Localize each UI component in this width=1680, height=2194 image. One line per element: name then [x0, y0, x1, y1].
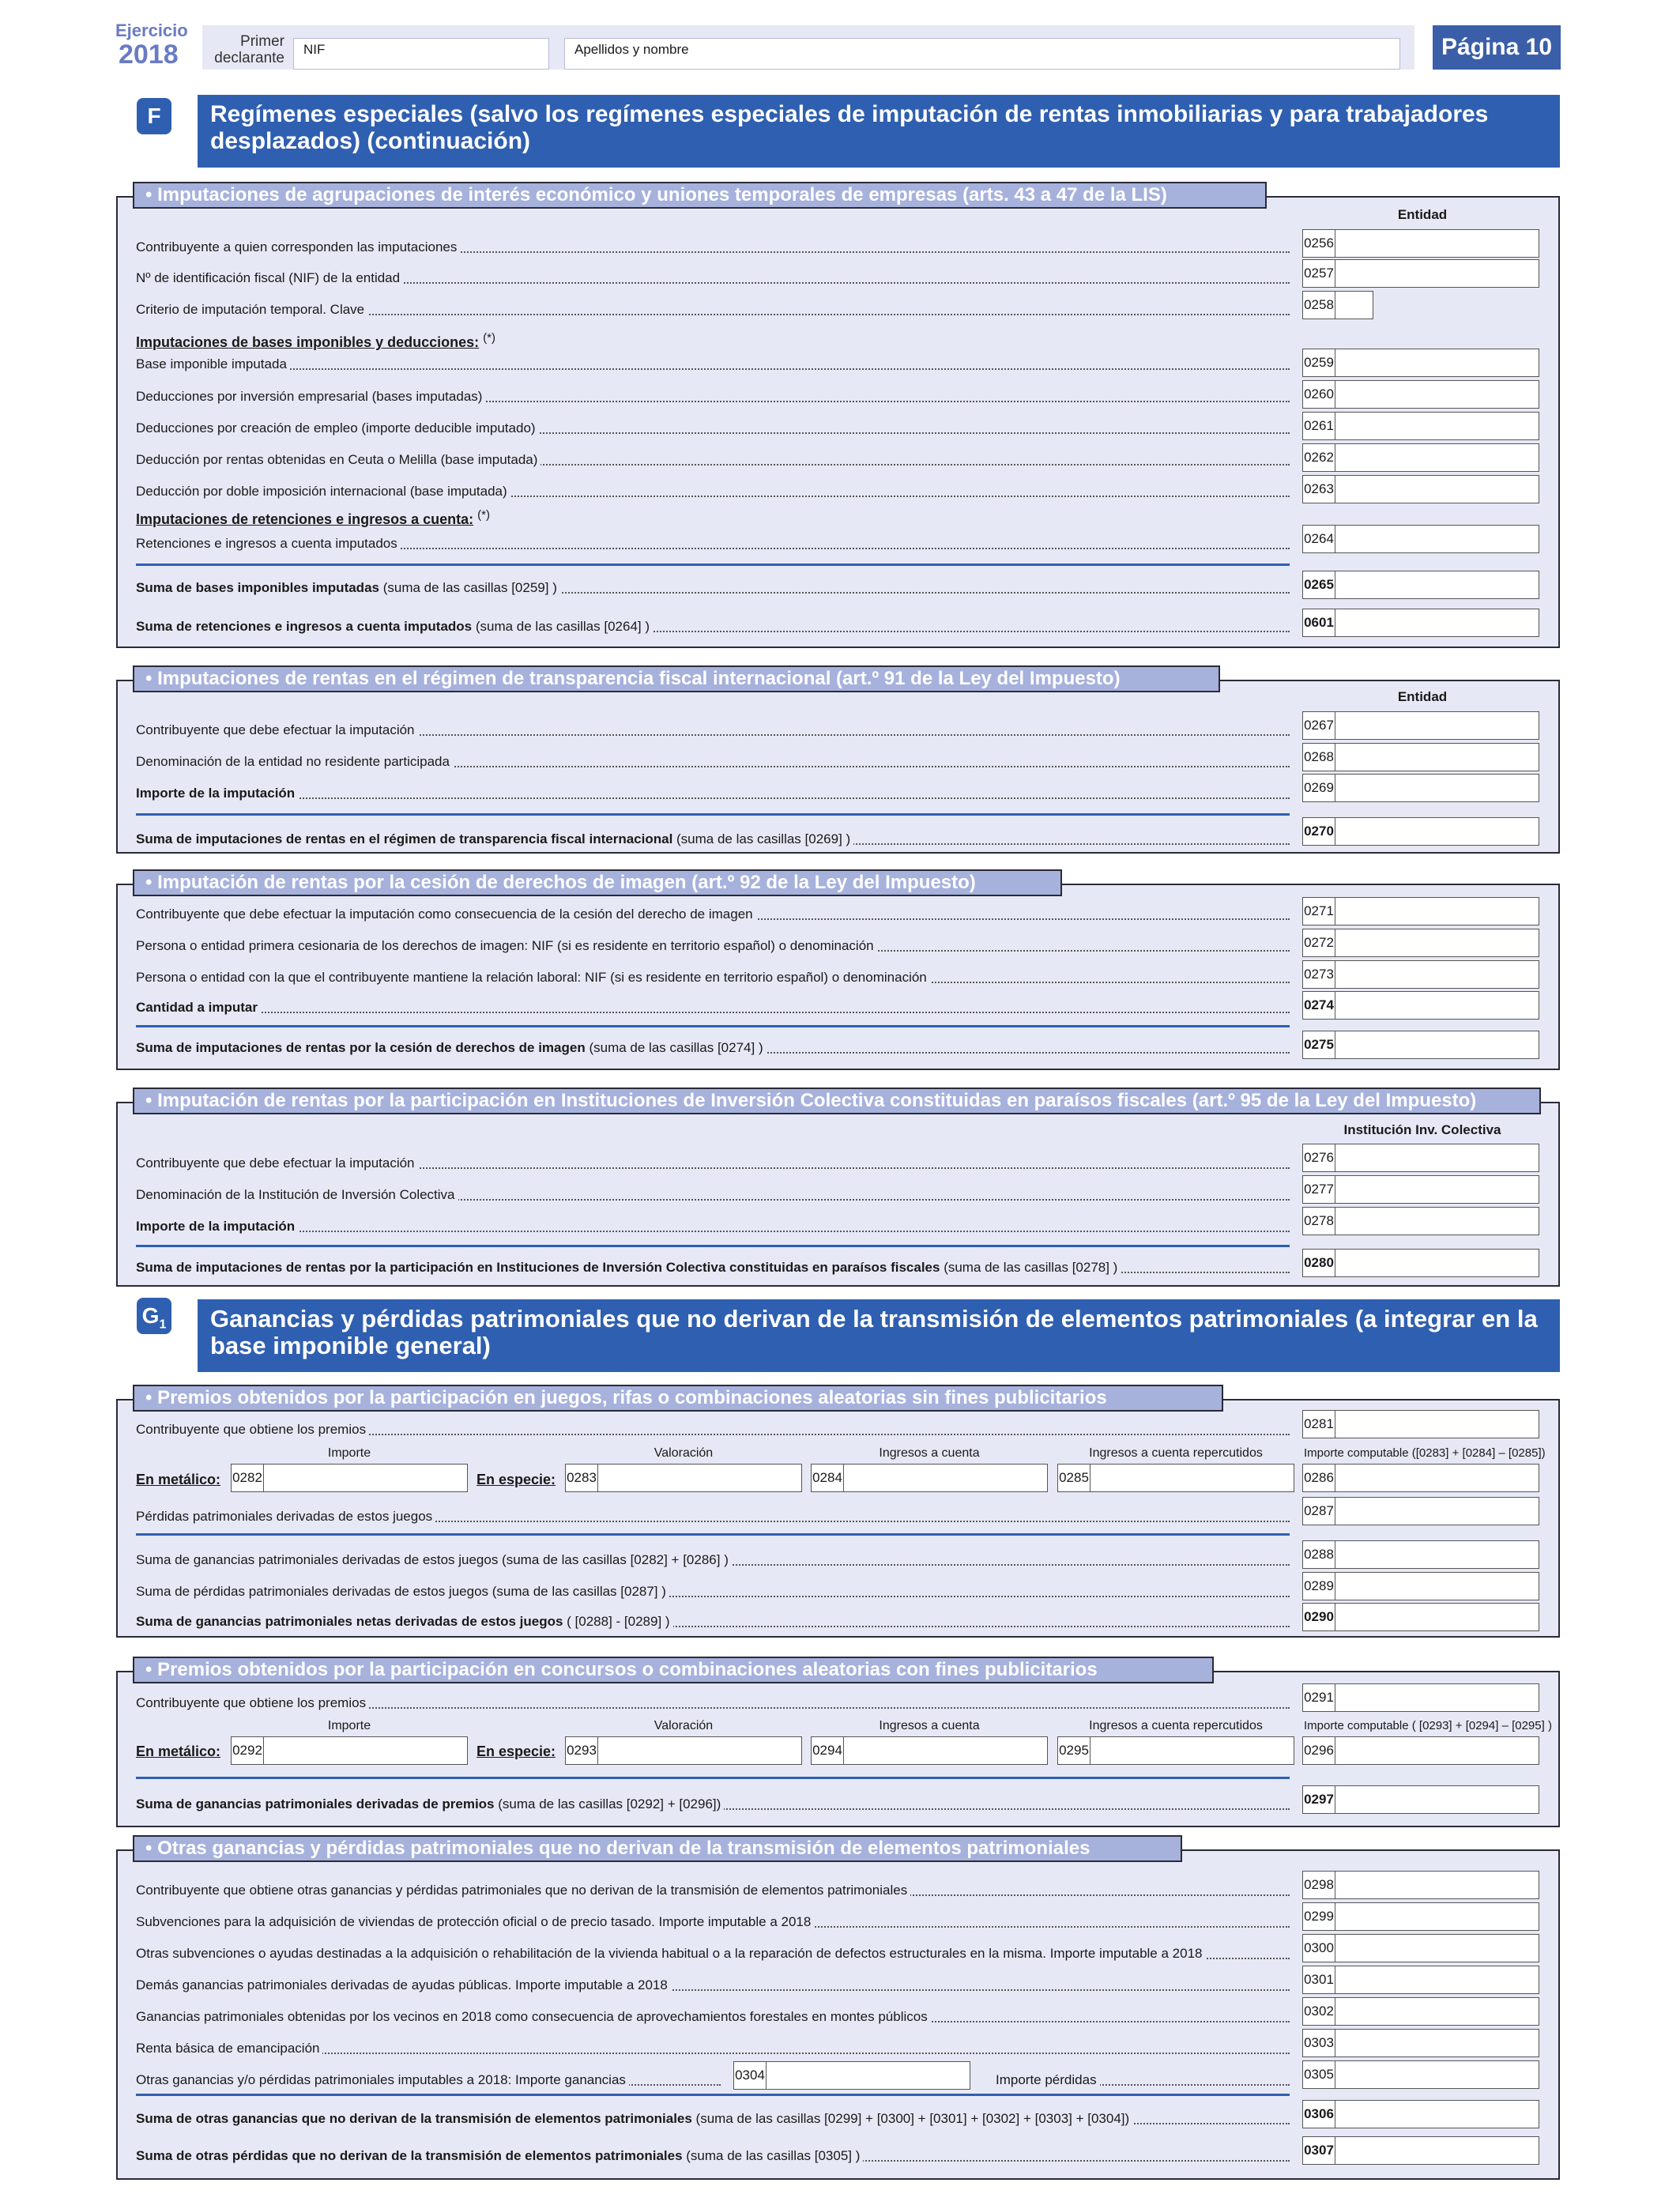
- row-label: Contribuyente a quien corresponden las imputaciones: [136, 239, 460, 254]
- code-0295: 0295: [1058, 1737, 1090, 1764]
- primer-declarante-label: [204, 33, 284, 66]
- row-label: Base imponible imputada: [136, 356, 290, 371]
- code-0258: 0258: [1303, 292, 1335, 319]
- separator: [136, 1777, 1290, 1779]
- field-0270[interactable]: [1302, 817, 1539, 846]
- row-0278: [136, 1218, 1290, 1235]
- row-0299: [136, 1913, 1290, 1931]
- field-0272[interactable]: [1302, 929, 1539, 957]
- field-0268[interactable]: [1302, 743, 1539, 771]
- sum-bold: Suma de otras pérdidas que no derivan de la transmisión de elementos patrimoniales: [136, 2148, 683, 2163]
- field-0278[interactable]: [1302, 1207, 1539, 1235]
- code-0263: 0263: [1303, 476, 1335, 503]
- section-f-title: [198, 95, 1560, 168]
- row-0256: [136, 239, 1290, 256]
- field-0290[interactable]: [1302, 1603, 1539, 1631]
- sum-bold: Suma de imputaciones de rentas por la participación en Instituciones de Inversión Colectiva constituidas en paraísos fiscales: [136, 1260, 940, 1275]
- row-label: Otras subvenciones o ayudas destinadas a la adquisición o rehabilitación de la vivienda habitual o a la reparación de defectos estructurales en la misma. Importe imputable a 2018: [136, 1946, 1205, 1961]
- row-0269: [136, 785, 1290, 802]
- field-0276[interactable]: [1302, 1144, 1539, 1172]
- row-0291: [136, 1695, 1290, 1712]
- row-label: Criterio de imputación temporal. Clave: [136, 302, 367, 317]
- code-0270: 0270: [1303, 818, 1335, 845]
- tab-otras: • Otras ganancias y pérdidas patrimoniales que no derivan de la transmisión de elementos patrimoniales: [133, 1835, 1182, 1862]
- row-0267: [136, 722, 1290, 739]
- field-0262[interactable]: [1302, 443, 1539, 472]
- code-0285: 0285: [1058, 1465, 1090, 1491]
- sum-bold: Suma de ganancias patrimoniales derivadas de premios: [136, 1796, 495, 1811]
- field-0292[interactable]: [231, 1736, 468, 1765]
- field-0273[interactable]: [1302, 960, 1539, 989]
- metalico-label: En metálico:: [136, 1744, 221, 1759]
- code-0272: 0272: [1303, 929, 1335, 956]
- sum-bold: Suma de imputaciones de rentas en el régimen de transparencia fiscal internacional: [136, 831, 673, 846]
- code-0268: 0268: [1303, 744, 1335, 771]
- h-valoracion: Valoración: [654, 1446, 714, 1460]
- tab-iic: • Imputación de rentas por la participación en Instituciones de Inversión Colectiva constituidas en paraísos fiscales (art.º 95 de la Ley del Impuesto): [133, 1088, 1541, 1114]
- row-0270: [136, 831, 1290, 848]
- row-0301: [136, 1977, 1290, 1994]
- code-0275: 0275: [1303, 1031, 1335, 1058]
- code-0264: 0264: [1303, 526, 1335, 552]
- metalico-label: En metálico:: [136, 1472, 221, 1487]
- row-0265: [136, 579, 1290, 597]
- separator: [136, 1025, 1290, 1027]
- field-0277[interactable]: [1302, 1175, 1539, 1204]
- especie-label: En especie:: [477, 1744, 556, 1759]
- row-label: Persona o entidad con la que el contribuyente mantiene la relación laboral: NIF (si es residente en territorio español) o denominación: [136, 970, 930, 985]
- row-0260: [136, 388, 1290, 405]
- row-0304: [136, 2071, 721, 2089]
- row-0264: [136, 535, 1290, 552]
- section-g1-title: [198, 1299, 1560, 1372]
- row-0274: [136, 999, 1290, 1016]
- section-f-badge: F: [137, 98, 171, 134]
- row-label: Contribuyente que obtiene los premios: [136, 1695, 369, 1710]
- code-0273: 0273: [1303, 961, 1335, 988]
- code-0307: 0307: [1303, 2137, 1335, 2164]
- code-0306: 0306: [1303, 2101, 1335, 2128]
- field-0307[interactable]: [1302, 2136, 1539, 2165]
- h-valoracion: Valoración: [654, 1719, 714, 1732]
- row-label: Deducciones por inversión empresarial (bases imputadas): [136, 389, 485, 404]
- h-computable: Importe computable ([0283] + [0284] – [0285]): [1304, 1446, 1546, 1460]
- field-0267[interactable]: [1302, 711, 1539, 740]
- code-0286: 0286: [1303, 1465, 1335, 1491]
- h-repercutidos: Ingresos a cuenta repercutidos: [1089, 1446, 1263, 1460]
- row-0300: [136, 1945, 1290, 1962]
- sum-rest: (suma de las casillas [0305] ): [682, 2148, 861, 2163]
- section-f-title-line2: desplazados) (continuación): [210, 128, 531, 154]
- separator: [136, 2094, 1290, 2096]
- row-label: Deducción por rentas obtenidas en Ceuta o Melilla (base imputada): [136, 452, 541, 467]
- field-0265[interactable]: [1302, 571, 1539, 599]
- row-0287: [136, 1508, 1290, 1525]
- field-0304[interactable]: [733, 2061, 970, 2090]
- field-0295[interactable]: [1057, 1736, 1294, 1765]
- row-label: Ganancias patrimoniales obtenidas por los vecinos en 2018 como consecuencia de aprovechamientos forestales en montes públicos: [136, 2009, 931, 2024]
- row-0297: [136, 1796, 1290, 1813]
- sub2-text: Imputaciones de retenciones e ingresos a cuenta:: [136, 511, 474, 527]
- field-0280[interactable]: [1302, 1249, 1539, 1277]
- declarante-label: declarante: [214, 50, 284, 66]
- code-0276: 0276: [1303, 1144, 1335, 1171]
- section-f-title-line1: Regímenes especiales (salvo los regímenes especiales de imputación de rentas inmobiliarias y para trabajadores: [210, 101, 1489, 127]
- row-label: Importe de la imputación: [136, 1219, 298, 1234]
- code-0297: 0297: [1303, 1786, 1335, 1813]
- especie-label: En especie:: [477, 1472, 556, 1487]
- tfi-col-header: Entidad: [1397, 689, 1448, 704]
- row-label: Persona o entidad primera cesionaria de los derechos de imagen: NIF (si es residente en territorio español) o denominación: [136, 938, 877, 953]
- field-0301[interactable]: [1302, 1966, 1539, 1994]
- code-0301: 0301: [1303, 1966, 1335, 1993]
- section-g1-title-line1: Ganancias y pérdidas patrimoniales que no derivan de la transmisión de elementos patrimoniales (a integrar en la: [210, 1305, 1538, 1333]
- row-label: Demás ganancias patrimoniales derivadas de ayudas públicas. Importe imputable a 2018: [136, 1977, 671, 1992]
- row-0289: [136, 1583, 1290, 1600]
- code-0289: 0289: [1303, 1573, 1335, 1600]
- h-importe: Importe: [327, 1719, 371, 1732]
- row-0305: [996, 2071, 1290, 2089]
- row-0302: [136, 2008, 1290, 2026]
- code-0262: 0262: [1303, 444, 1335, 471]
- field-0260[interactable]: [1302, 380, 1539, 409]
- row-label: Pérdidas patrimoniales derivadas de estos juegos: [136, 1509, 435, 1524]
- field-0256[interactable]: [1302, 229, 1539, 258]
- row-label: Denominación de la entidad no residente participada: [136, 754, 453, 769]
- iic-col-header: Institución Inv. Colectiva: [1343, 1122, 1501, 1137]
- field-0258[interactable]: [1302, 291, 1373, 319]
- field-0286[interactable]: [1302, 1464, 1539, 1492]
- field-0302[interactable]: [1302, 1997, 1539, 2026]
- code-0283: 0283: [566, 1465, 598, 1491]
- apellidos-field[interactable]: [564, 38, 1400, 70]
- h-ingresos: Ingresos a cuenta: [879, 1446, 980, 1460]
- code-0287: 0287: [1303, 1498, 1335, 1525]
- h-ingresos: Ingresos a cuenta: [879, 1719, 980, 1732]
- field-0287[interactable]: [1302, 1497, 1539, 1525]
- g-sub: 1: [159, 1318, 167, 1332]
- code-0280: 0280: [1303, 1250, 1335, 1276]
- field-0305[interactable]: [1302, 2060, 1539, 2089]
- aie-col-header: Entidad: [1397, 207, 1448, 222]
- row-0261: [136, 420, 1290, 437]
- primer-label: Primer: [240, 33, 284, 50]
- field-0297[interactable]: [1302, 1785, 1539, 1814]
- row-0268: [136, 753, 1290, 771]
- code-0290: 0290: [1303, 1604, 1335, 1630]
- field-0274[interactable]: [1302, 991, 1539, 1020]
- row-label: Nº de identificación fiscal (NIF) de la entidad: [136, 270, 403, 285]
- code-0288: 0288: [1303, 1541, 1335, 1568]
- asterisk-note: (*): [477, 508, 490, 522]
- code-0256: 0256: [1303, 230, 1335, 257]
- row-label: Deducción por doble imposición internacional (base imputada): [136, 484, 510, 499]
- row-0262: [136, 451, 1290, 469]
- row-0280: [136, 1259, 1290, 1276]
- code-0260: 0260: [1303, 381, 1335, 408]
- sum-bold: Suma de ganancias patrimoniales netas derivadas de estos juegos: [136, 1614, 563, 1629]
- sum-bold: Suma de bases imponibles imputadas: [136, 580, 379, 595]
- field-0281[interactable]: [1302, 1410, 1539, 1438]
- row-label: Contribuyente que debe efectuar la imputación: [136, 1155, 418, 1171]
- code-0278: 0278: [1303, 1208, 1335, 1235]
- row-0258: [136, 301, 1290, 319]
- field-0283[interactable]: [565, 1464, 802, 1492]
- code-0303: 0303: [1303, 2030, 1335, 2056]
- field-0257[interactable]: [1302, 259, 1539, 288]
- row-label: Renta básica de emancipación: [136, 2041, 322, 2056]
- field-0293[interactable]: [565, 1736, 802, 1765]
- field-0259[interactable]: [1302, 349, 1539, 377]
- field-0601[interactable]: [1302, 609, 1539, 637]
- g-letter: G: [141, 1303, 160, 1328]
- row-label: Denominación de la Institución de Inversión Colectiva: [136, 1187, 458, 1202]
- tab-premios-sin: • Premios obtenidos por la participación en juegos, rifas o combinaciones aleatorias sin fines publicitarios: [133, 1385, 1223, 1412]
- sum-rest: (suma de las casillas [0269] ): [672, 831, 851, 846]
- code-0302: 0302: [1303, 1998, 1335, 2025]
- year-label: 2018: [119, 40, 179, 70]
- field-0291[interactable]: [1302, 1683, 1539, 1712]
- h-importe: Importe: [327, 1446, 371, 1460]
- code-0277: 0277: [1303, 1176, 1335, 1203]
- nif-field[interactable]: [293, 38, 549, 70]
- code-0257: 0257: [1303, 260, 1335, 287]
- field-0275[interactable]: [1302, 1031, 1539, 1059]
- h-computable: Importe computable ( [0293] + [0294] – [0295] ): [1304, 1719, 1552, 1732]
- code-0282: 0282: [232, 1465, 264, 1491]
- row-0259: [136, 356, 1290, 373]
- tab-aie: • Imputaciones de agrupaciones de interés económico y uniones temporales de empresas (arts. 43 a 47 de la LIS): [133, 182, 1267, 209]
- code-0304: 0304: [734, 2062, 767, 2089]
- field-0300[interactable]: [1302, 1934, 1539, 1962]
- code-0281: 0281: [1303, 1411, 1335, 1438]
- code-0271: 0271: [1303, 898, 1335, 925]
- code-0267: 0267: [1303, 712, 1335, 739]
- row-0601: [136, 618, 1290, 635]
- ejercicio-label: Ejercicio: [115, 21, 188, 40]
- row-label: Cantidad a imputar: [136, 1000, 261, 1015]
- row-label: Otras ganancias y/o pérdidas patrimoniales imputables a 2018: Importe ganancias: [136, 2072, 629, 2087]
- field-0288[interactable]: [1302, 1540, 1539, 1569]
- row-label: Subvenciones para la adquisición de viviendas de protección oficial o de precio tasado. Importe imputable a 2018: [136, 1914, 814, 1929]
- sum-rest: ( [0288] - [0289] ): [563, 1614, 670, 1629]
- row-0290: [136, 1613, 1290, 1630]
- sum-rest: (suma de las casillas [0299] + [0300] + [0301] + [0302] + [0303] + [0304]): [691, 2111, 1130, 2126]
- field-0306[interactable]: [1302, 2100, 1539, 2128]
- sub1-text: Imputaciones de bases imponibles y deducciones:: [136, 334, 480, 350]
- row-label: Importe de la imputación: [136, 786, 298, 801]
- field-0294[interactable]: [811, 1736, 1048, 1765]
- row-0257: [136, 270, 1290, 287]
- aie-sub2: [136, 507, 490, 527]
- row-label: Deducciones por creación de empleo (importe deducible imputado): [136, 420, 539, 435]
- code-0298: 0298: [1303, 1872, 1335, 1898]
- field-0285[interactable]: [1057, 1464, 1294, 1492]
- row-0298: [136, 1882, 1290, 1899]
- row-label: Contribuyente que debe efectuar la imputación: [136, 722, 418, 737]
- code-0291: 0291: [1303, 1684, 1335, 1711]
- page-number: Página 10: [1433, 25, 1561, 70]
- field-0269[interactable]: [1302, 774, 1539, 802]
- code-0293: 0293: [566, 1737, 598, 1764]
- row-label: Contribuyente que obtiene los premios: [136, 1422, 369, 1437]
- sum-bold: Suma de imputaciones de rentas por la cesión de derechos de imagen: [136, 1040, 586, 1055]
- tab-tfi: • Imputaciones de rentas en el régimen de transparencia fiscal internacional (art.º 91 de la Ley del Impuesto): [133, 665, 1220, 692]
- row-label: Suma de pérdidas patrimoniales derivadas de estos juegos (suma de las casillas [0287] ): [136, 1584, 669, 1599]
- separator: [136, 813, 1290, 816]
- code-0601: 0601: [1303, 609, 1335, 636]
- field-0264[interactable]: [1302, 525, 1539, 553]
- code-0261: 0261: [1303, 413, 1335, 439]
- tab-premios-con: • Premios obtenidos por la participación en concursos o combinaciones aleatorias con fines publicitarios: [133, 1657, 1214, 1683]
- code-0296: 0296: [1303, 1737, 1335, 1764]
- sum-bold: Suma de otras ganancias que no derivan de la transmisión de elementos patrimoniales: [136, 2111, 692, 2126]
- field-0303[interactable]: [1302, 2029, 1539, 2057]
- sum-rest: (suma de las casillas [0264] ): [472, 619, 650, 634]
- code-0292: 0292: [232, 1737, 264, 1764]
- field-0271[interactable]: [1302, 897, 1539, 925]
- row-0288: [136, 1551, 1290, 1569]
- field-0296[interactable]: [1302, 1736, 1539, 1765]
- field-0289[interactable]: [1302, 1572, 1539, 1600]
- code-0269: 0269: [1303, 775, 1335, 801]
- code-0284: 0284: [812, 1465, 844, 1491]
- sum-rest: (suma de las casillas [0274] ): [585, 1040, 763, 1055]
- code-0259: 0259: [1303, 349, 1335, 376]
- field-0284[interactable]: [811, 1464, 1048, 1492]
- section-g1-badge: [137, 1298, 171, 1334]
- aie-sub1: [136, 330, 495, 350]
- apellidos-label: Apellidos y nombre: [574, 42, 689, 57]
- field-0261[interactable]: [1302, 412, 1539, 440]
- asterisk-note: (*): [483, 331, 495, 345]
- field-0299[interactable]: [1302, 1902, 1539, 1931]
- code-0305: 0305: [1303, 2061, 1335, 2088]
- row-0277: [136, 1186, 1290, 1204]
- row-0276: [136, 1155, 1290, 1172]
- sum-rest: (suma de las casillas [0278] ): [940, 1260, 1118, 1275]
- row-0306: [136, 2110, 1290, 2128]
- row-label: Contribuyente que obtiene otras ganancias y pérdidas patrimoniales que no derivan de la transmisión de elementos patrimoniales: [136, 1883, 910, 1898]
- section-g1-title-line2: base imponible general): [210, 1332, 491, 1359]
- separator: [136, 1245, 1290, 1247]
- row-0271: [136, 906, 1290, 923]
- row-label: Retenciones e ingresos a cuenta imputados: [136, 536, 401, 551]
- separator: [136, 1533, 1290, 1536]
- field-0298[interactable]: [1302, 1871, 1539, 1899]
- code-0265: 0265: [1303, 571, 1335, 598]
- row-0272: [136, 937, 1290, 955]
- row-0263: [136, 483, 1290, 500]
- row-label: Importe pérdidas: [996, 2072, 1100, 2087]
- nif-label: NIF: [303, 42, 326, 57]
- row-label: Suma de ganancias patrimoniales derivadas de estos juegos (suma de las casillas [0282] + [0286] ): [136, 1552, 732, 1567]
- code-0299: 0299: [1303, 1903, 1335, 1930]
- row-0275: [136, 1039, 1290, 1057]
- sum-rest: (suma de las casillas [0259] ): [379, 580, 557, 595]
- row-label: Contribuyente que debe efectuar la imputación como consecuencia de la cesión del derecho de imagen: [136, 907, 756, 922]
- row-0303: [136, 2040, 1290, 2057]
- code-0294: 0294: [812, 1737, 844, 1764]
- field-0282[interactable]: [231, 1464, 468, 1492]
- row-0281: [136, 1421, 1290, 1438]
- row-0307: [136, 2147, 1290, 2165]
- field-0263[interactable]: [1302, 475, 1539, 503]
- code-0274: 0274: [1303, 992, 1335, 1019]
- sum-rest: (suma de las casillas [0292] + [0296]): [494, 1796, 721, 1811]
- sum-bold: Suma de retenciones e ingresos a cuenta imputados: [136, 619, 473, 634]
- row-0273: [136, 969, 1290, 986]
- tab-imagen: • Imputación de rentas por la cesión de derechos de imagen (art.º 92 de la Ley del Impuesto): [133, 869, 1062, 896]
- h-repercutidos: Ingresos a cuenta repercutidos: [1089, 1719, 1263, 1732]
- code-0300: 0300: [1303, 1935, 1335, 1962]
- separator: [136, 564, 1290, 566]
